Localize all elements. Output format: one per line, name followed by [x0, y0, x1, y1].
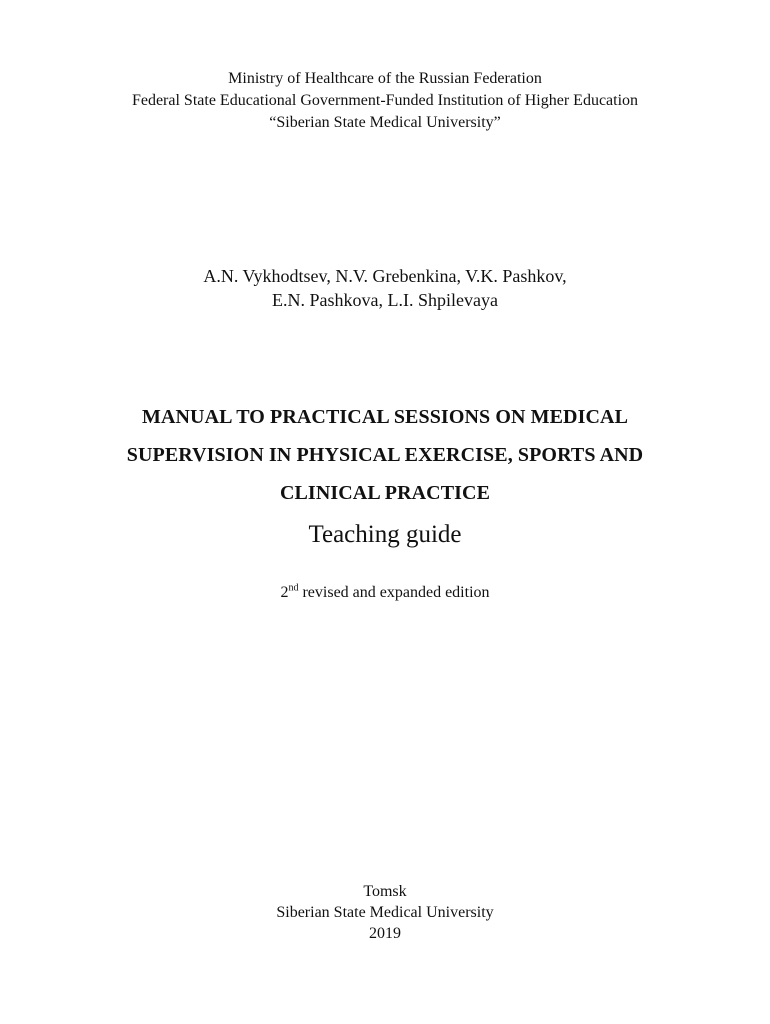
authors-line-1: A.N. Vykhodtsev, N.V. Grebenkina, V.K. Pashkov, [203, 266, 567, 286]
title-line-3: CLINICAL PRACTICE [279, 482, 491, 504]
publication-year: 2019 [369, 925, 401, 942]
document-subtitle-block [0, 519, 770, 551]
university-line: “Siberian State Medical University” [269, 114, 501, 131]
institution-header [0, 68, 770, 134]
edition-number: 2 [280, 584, 289, 601]
edition-note [0, 582, 770, 604]
institution-line: Federal State Educational Government-Funded Institution of Higher Education [131, 92, 639, 109]
edition-ordinal-suffix: nd [288, 582, 299, 594]
title-line-1: MANUAL TO PRACTICAL SESSIONS ON MEDICAL [141, 406, 629, 428]
document-title [0, 398, 770, 512]
publisher-name: Siberian State Medical University [276, 904, 494, 921]
edition-text: revised and expanded edition [298, 584, 490, 601]
publication-city: Tomsk [363, 883, 407, 900]
authors-block [0, 264, 770, 312]
title-line-2: SUPERVISION IN PHYSICAL EXERCISE, SPORTS AND [126, 444, 644, 466]
document-subtitle: Teaching guide [308, 521, 462, 548]
edition-block [0, 582, 770, 604]
ministry-line: Ministry of Healthcare of the Russian Federation [228, 70, 542, 87]
publication-footer [0, 881, 770, 944]
authors-line-2: E.N. Pashkova, L.I. Shpilevaya [272, 290, 498, 310]
